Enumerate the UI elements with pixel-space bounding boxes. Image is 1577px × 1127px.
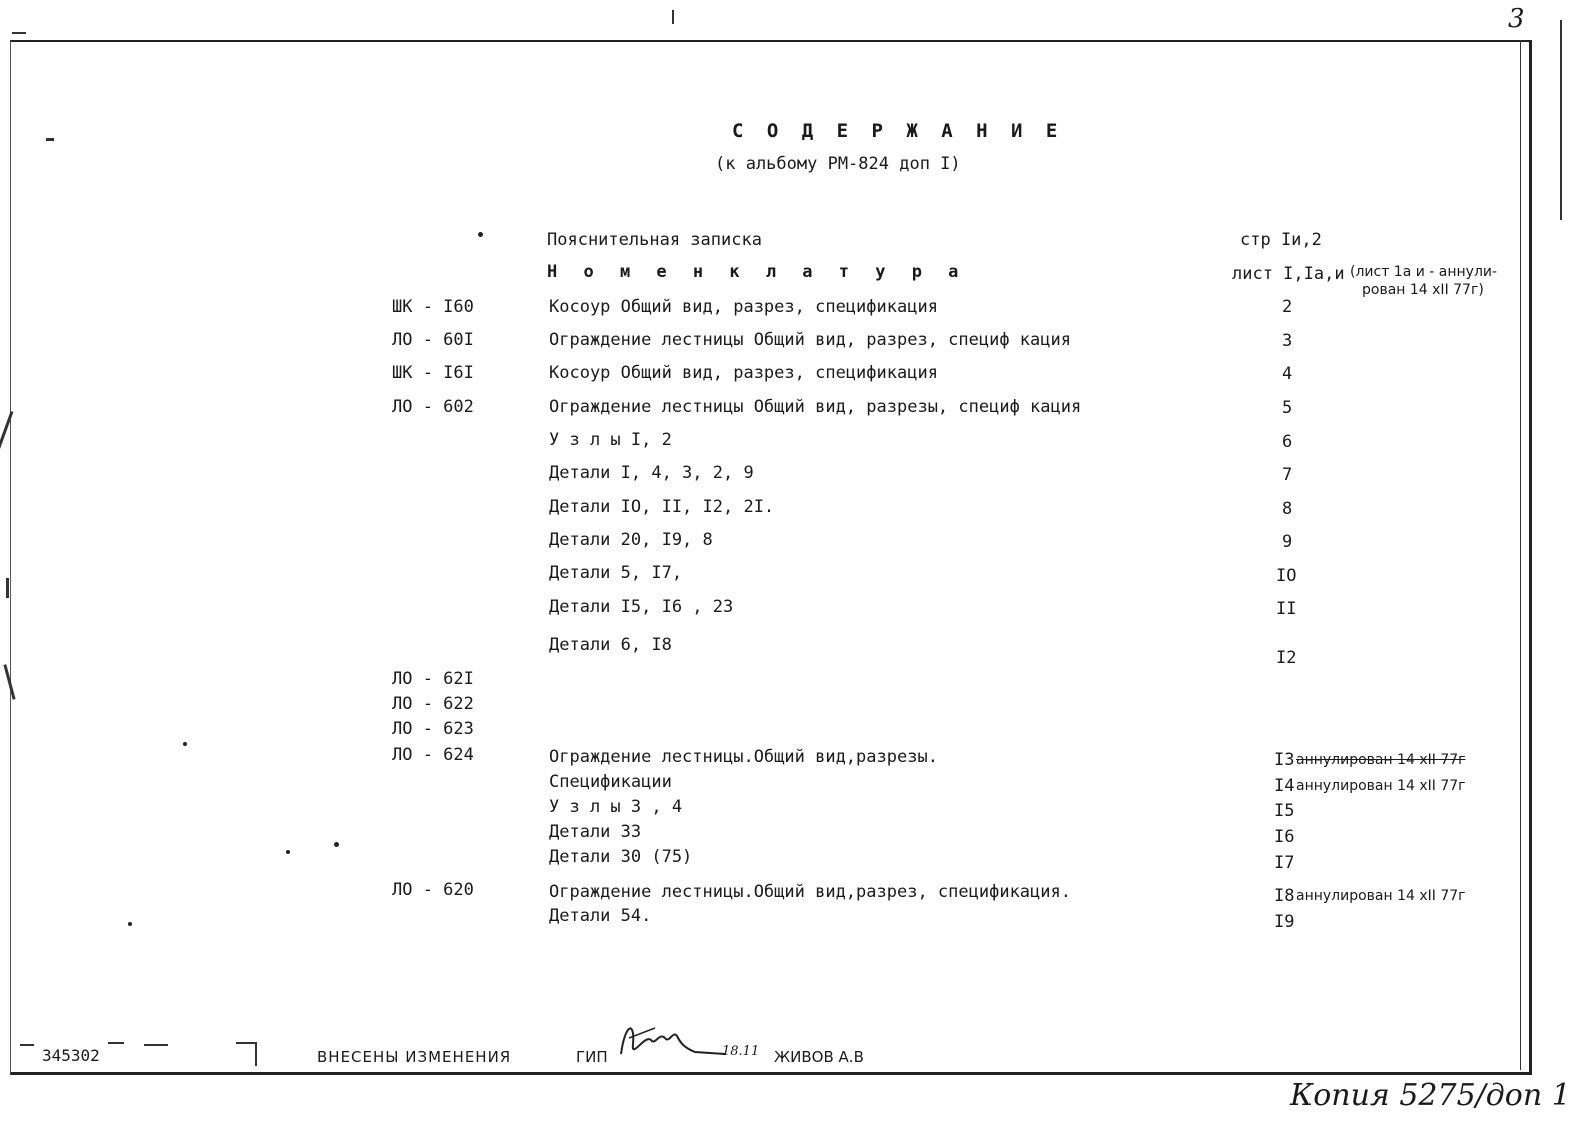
group-row-title: Ограждение лестницы.Общий вид,разрезы.	[549, 747, 938, 767]
row-code: ЛО - 620	[392, 880, 474, 900]
group-row-page: I3	[1274, 750, 1295, 770]
row-page: I9	[1274, 912, 1295, 932]
row-page: 5	[1282, 398, 1293, 418]
row-title: Детали 6, I8	[549, 635, 672, 655]
scan-mark	[6, 578, 9, 598]
scan-dot	[334, 842, 339, 847]
group-row-title: У з л ы 3 , 4	[549, 797, 683, 817]
gip-name: ЖИВОВ А.В	[774, 1048, 864, 1066]
row-page: II	[1276, 599, 1297, 619]
row-title: Косоур Общий вид, разрез, спецификация	[549, 297, 938, 317]
row-page: I2	[1276, 648, 1297, 668]
nomenclature-annotation-line2: рован 14 хII 77г)	[1362, 282, 1484, 298]
row-title: Ограждение лестницы Общий вид, разрезы, специф кация	[549, 397, 1082, 417]
row-title: У з л ы I, 2	[549, 430, 672, 450]
row-code: ЛО - 60I	[392, 330, 474, 350]
group-row-note: аннулирован 14 хII 77г	[1296, 778, 1466, 794]
nomenclature-annotation-line1: (лист 1а и - аннули-	[1350, 264, 1498, 280]
group-code: ЛО - 624	[392, 745, 474, 765]
signature	[615, 1014, 735, 1070]
row-title: Детали I, 4, 3, 2, 9	[549, 463, 754, 483]
row-title: Детали 5, I7,	[549, 563, 683, 583]
row-page: I8	[1274, 886, 1295, 906]
explanatory-note-page: стр Iи,2	[1240, 230, 1322, 250]
scan-mark	[1560, 20, 1562, 220]
row-page: IО	[1276, 566, 1297, 586]
group-code: ЛО - 622	[392, 694, 474, 714]
group-row-note: аннулирован 14 хII 77г	[1296, 752, 1466, 768]
corner-mark: 3	[1508, 4, 1525, 34]
scan-mark	[12, 32, 26, 34]
row-title: Детали IО, II, I2, 2I.	[549, 497, 775, 517]
group-row-title: Детали 30 (75)	[549, 847, 693, 867]
drawing-frame	[10, 40, 1532, 1075]
page-title: С О Д Е Р Ж А Н И Е	[732, 120, 1064, 142]
scan-mark	[144, 1044, 168, 1046]
group-code: ЛО - 62I	[392, 669, 474, 689]
row-page: 6	[1282, 432, 1293, 452]
nomenclature-label: Н о м е н к л а т у р а	[547, 262, 967, 282]
group-row-page: I7	[1274, 853, 1295, 873]
scan-mark	[46, 138, 54, 141]
row-title: Детали 54.	[549, 906, 652, 926]
row-page: 9	[1282, 532, 1293, 552]
row-note: аннулирован 14 хII 77г	[1296, 888, 1466, 904]
scan-dot	[183, 742, 187, 746]
scan-dot	[128, 922, 132, 926]
copy-note: Копия 5275/доп 1	[1290, 1078, 1571, 1113]
changes-label: ВНЕСЕНЫ ИЗМЕНЕНИЯ	[317, 1048, 512, 1066]
row-code: ЛО - 602	[392, 397, 474, 417]
row-page: 7	[1282, 465, 1293, 485]
page-subtitle: (к альбому РМ-824 доп I)	[715, 154, 961, 174]
scan-mark	[108, 1042, 124, 1044]
scan-mark	[236, 1042, 256, 1044]
row-title: Детали 20, I9, 8	[549, 530, 713, 550]
group-row-page: I4	[1274, 776, 1295, 796]
row-page: 3	[1282, 331, 1293, 351]
gip-label: ГИП	[576, 1048, 608, 1066]
group-row-title: Спецификации	[549, 772, 672, 792]
group-code: ЛО - 623	[392, 719, 474, 739]
group-row-page: I5	[1274, 801, 1295, 821]
nomenclature-page: лист I,Iа,и	[1232, 264, 1345, 284]
scan-mark	[20, 1044, 34, 1046]
archive-number: 345302	[42, 1046, 100, 1065]
scan-mark	[672, 10, 674, 24]
row-title: Ограждение лестницы Общий вид, разрез, специф кация	[549, 330, 1071, 350]
row-page: 4	[1282, 364, 1293, 384]
row-page: 2	[1282, 297, 1293, 317]
group-row-page: I6	[1274, 827, 1295, 847]
group-row-title: Детали 33	[549, 822, 642, 842]
scan-mark	[255, 1042, 257, 1066]
row-code: ШК - I6I	[392, 363, 474, 383]
frame-inner-edge	[1520, 40, 1527, 1070]
scan-dot	[286, 850, 290, 854]
row-title: Косоур Общий вид, разрез, спецификация	[549, 363, 938, 383]
row-page: 8	[1282, 499, 1293, 519]
explanatory-note-label: Пояснительная записка	[547, 230, 762, 250]
row-title: Ограждение лестницы.Общий вид,разрез, спецификация.	[549, 882, 1071, 902]
signature-date: 18.11	[722, 1044, 760, 1059]
scan-dot	[478, 232, 483, 237]
row-code: ШК - I60	[392, 297, 474, 317]
row-title: Детали I5, I6 , 23	[549, 597, 734, 617]
